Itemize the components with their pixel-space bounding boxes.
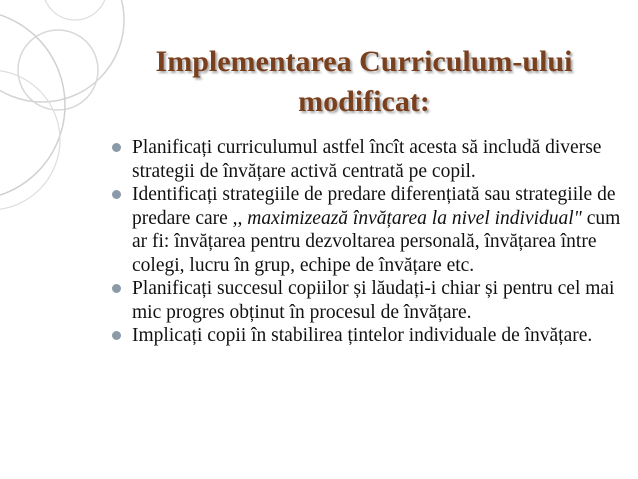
bullet-dot-icon: [112, 143, 121, 152]
bullet-dot-icon: [112, 190, 121, 199]
bullet-dot-icon: [112, 331, 121, 340]
bullet-item: [112, 183, 632, 277]
bullet-dot-icon: [112, 284, 121, 293]
bullet-text: Planificați curriculumul astfel încît acesta să includă diverse strategii de învățare activă centrată pe copil.: [132, 137, 602, 182]
slide-title-line-1: Implementarea Curriculum-ului: [155, 45, 573, 79]
bullet-list: [112, 136, 632, 348]
bullet-text-italic: ,, maximizează învățarea la nivel individual": [232, 207, 582, 229]
bullet-text-regular: cum ar fi: învățarea pentru dezvoltarea personală, învățarea între colegi, lucru în grup, echipe de învățare etc.: [132, 207, 621, 276]
bullet-item: [112, 136, 632, 183]
bullet-text: Implicați copii în stabilirea țintelor individuale de învățare.: [132, 325, 593, 346]
bullet-text: [132, 184, 620, 276]
slide-title: [100, 42, 628, 122]
slide-title-line-2: modificat:: [298, 85, 430, 119]
bullet-text-regular: Identificați strategiile de predare diferențiată sau strategiile de predare care: [132, 184, 616, 229]
bullet-text: Planificați succesul copiilor și lăudați-i chiar și pentru cel mai mic progres obținut în procesul de învățare.: [132, 278, 615, 323]
bullet-item: [112, 277, 632, 324]
bullet-item: [112, 324, 632, 348]
